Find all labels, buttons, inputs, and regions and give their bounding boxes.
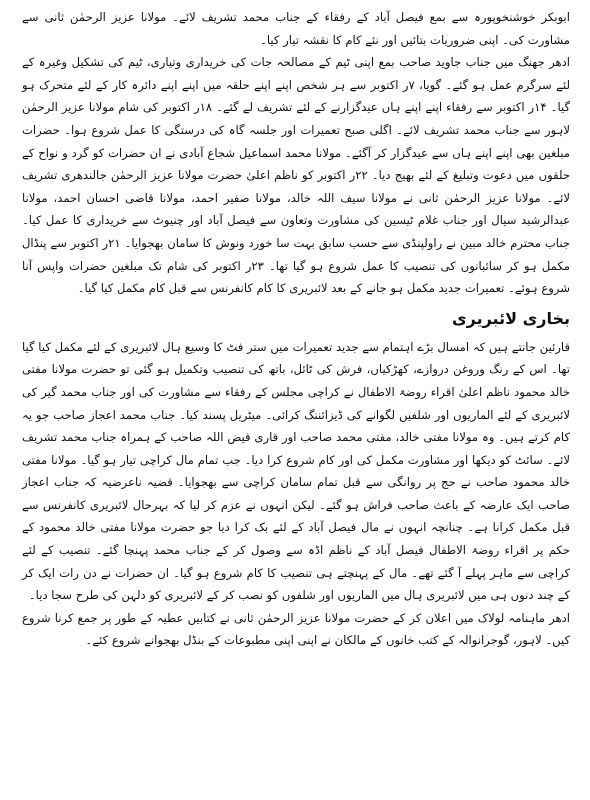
paragraph: قارئین جانتے ہیں کہ امسال بڑے اہتمام سے جدید تعمیرات میں ستر فٹ کا وسیع ہال لائبریری کے لئے مکمل کیا گیا تھا۔ اس کے رنگ وروغن دروازے، کھڑکیاں، فرش کی ٹائل، باتھ کی تنصیب وتکمیل ہو گئی تو حضرت مولانا مفتی خالد محمود ناظم اعلیٰ اقراء روضۃ الاطفال نے کراچی مجلس کے رفقاء سے مشاورت کی اور جناب محمد گیر کی لائبریری کے لئے الماریوں اور شلفیں لگوانے کی ڈیزائننگ کرائی۔ میٹریل پسند کیا۔ جناب محمد اعجاز صاحب جو یہ کام کرتے ہیں۔ وہ مولانا مفتی خالد، مفتی محمد صاحب اور قاری فیض اللہ صاحب کے ہمراہ جناب محمد تشریف لائے۔ سائٹ کو دیکھا اور مشاورت مکمل کی اور کام شروع کرا دیا۔ جب تمام مال کراچی تیار ہو گیا۔ مولانا مفتی خالد محمود صاحب نے حج پر روانگی سے قبل تمام سامان کراچی سے بھجوایا۔ قضیہ ناعرضیہ کہ جناب اعجاز صاحب ایک عارضہ کے باعث صاحب فراش ہو گئے۔ لیکن انہوں نے عزم کر لیا کہ بہرحال لائبریری کانفرنس سے قبل مکمل کرانا ہے۔ چنانچہ انہوں نے مال فیصل آباد کے لئے بک کرا دیا جو حضرت مولانا مفتی خالد محمود کے حکم پر اقراء روضۃ الاطفال فیصل آباد کے ناظم اڈہ سے وصول کر کے جناب محمد پہنچا گئے۔ تنصیب کے لئے کراچی سے ماہر پہلے آ گئے تھے۔ مال کے پہنچتے ہی تنصیب کا کام شروع ہو گیا۔ ان حضرات نے دن رات ایک کر کے چند دنوں ہی میں لائبریری ہال میں الماریوں اور شلفوں کو نصب کر کے لائبریری کو دلہن کی طرح سجا دیا۔ (22, 339, 570, 603)
paragraph: ابوبکر خوشنخوپورہ سے بمع فیصل آباد کے رفقاء کے جناب محمد تشریف لائے۔ مولانا عزیز الرحمٰن ثانی سے مشاورت کی۔ اپنی ضروریات بتائیں اور نئے کام کا نقشہ تیار کیا۔ (22, 10, 570, 47)
paragraph: ادھر ماہنامہ لولاک میں اعلان کر کے حضرت مولانا عزیز الرحمٰن ثانی نے کتابیں عطیہ کے طور پر جمع کرنا شروع کیں۔ لاہور، گوجرانوالہ کے کتب خانوں کے مالکان نے اپنی اپنی مطبوعات کے بنڈل بھجوانے شروع کئے۔ (22, 610, 570, 648)
paragraph: ادھر جھنگ میں جناب جاوید صاحب بمع اپنی ٹیم کے مصالحہ جات کی خریداری وتیاری، ٹیم کی تشکیل وغیرہ کے لئے سرگرم عمل ہو گئے۔ گویا، ۷ر اکتوبر سے ہر شخص اپنے اپنے حلقہ میں اپنے اپنے دائرہ کار کے لئے متحرک ہو گیا۔ ۱۴ر اکتوبر سے رفقاء اپنے اپنے ہاں عیدگزارنے کے لئے تشریف لے گئے۔ ۱۸ر اکتوبر کی شام مولانا عزیز الرحمٰن لاہور سے جناب محمد تشریف لائے۔ اگلی صبح تعمیرات اور جلسہ گاہ کی درستگی کا عمل شروع ہوا۔ حضرات مبلغین بھی اپنے اپنے ہاں سے عیدگزار کر آگئے۔ مولانا محمد اسماعیل شجاع آبادی نے ان حضرات کو گرد و نواح کے حلقوں میں دعوت وتبلیغ کے لئے بھیج دیا۔ ۲۲ر اکتوبر کو ناظم اعلیٰ حضرت مولانا عزیز الرحمٰن جالندھری تشریف لائے۔ مولانا عزیز الرحمٰن ثانی نے مولانا سیف اللہ خالد، مولانا صفیر احمد، مولانا قاضی احسان احمد، مولانا عبدالرشید سیال اور جناب غلام ٹیسین کی مشاورت وتعاون سے فیصل آباد اور چنیوٹ سے خریداری کا عمل کیا۔ جناب محترم خالد مبین نے راولپنڈی سے حسب سابق بہت سا خورد ونوش کا سامان بھجوایا۔ ۲۱ر اکتوبر سے پنڈال مکمل ہو کر سائبانوں کی تنصیب کا عمل شروع ہو گیا تھا۔ ۲۳ر اکتوبر کی شام تک مبلغین حضرات واپس آنا شروع ہوئے۔ تعمیرات جدید مکمل ہو جانے کے بعد لائبریری کا کام کانفرنس سے قبل کام مکمل کیا گیا۔ (22, 55, 571, 296)
section-heading: بخاری لائبریری (451, 308, 570, 328)
